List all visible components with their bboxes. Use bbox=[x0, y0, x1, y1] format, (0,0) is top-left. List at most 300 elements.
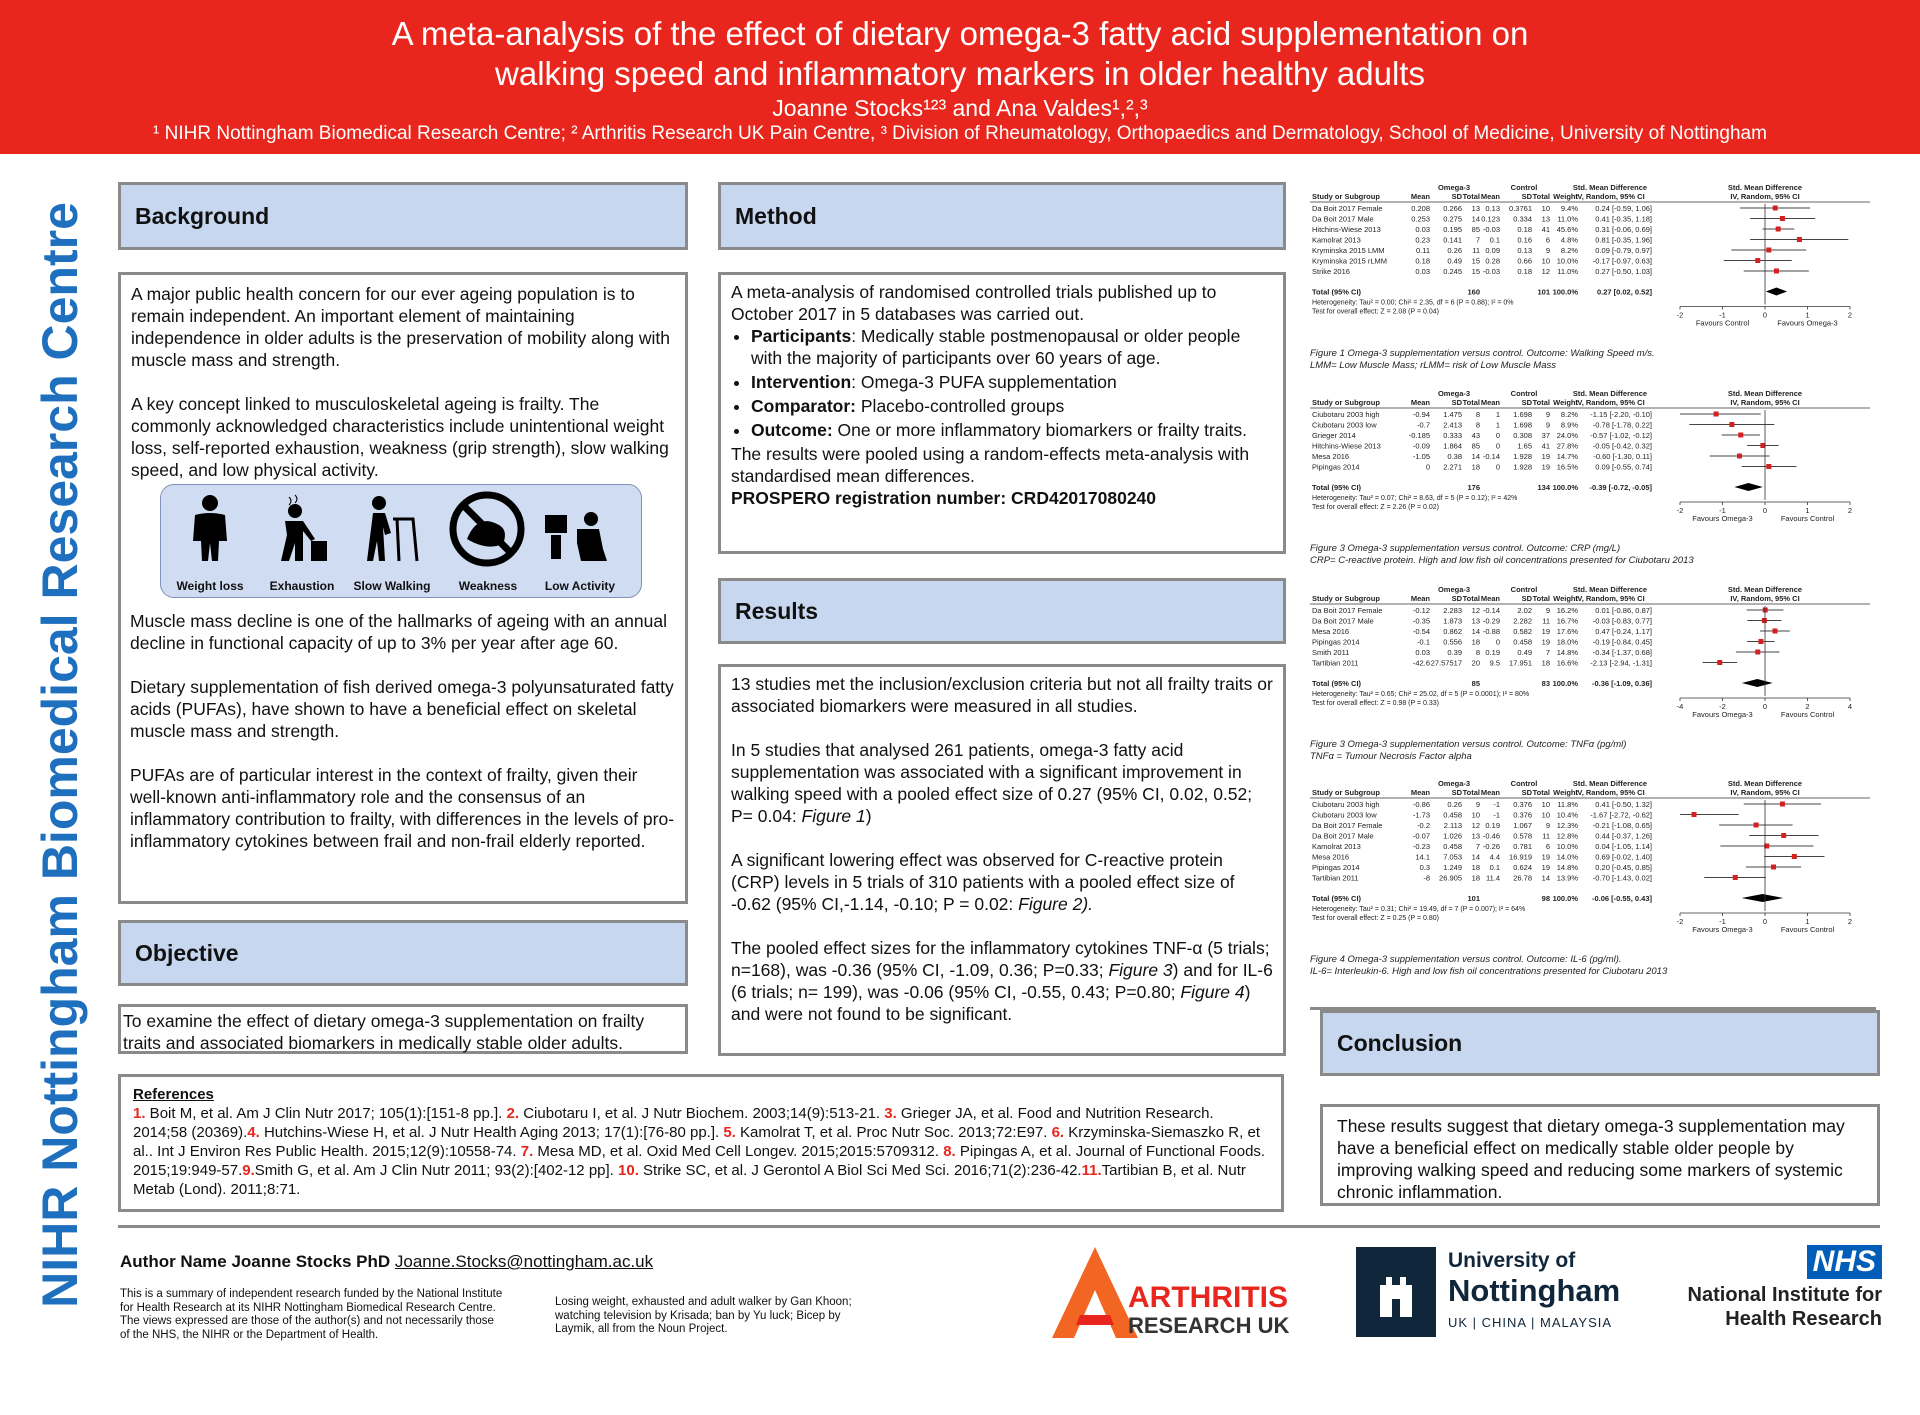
header-mean: Mean bbox=[1480, 788, 1500, 797]
omega-total: 11 bbox=[1472, 246, 1480, 255]
total-weight: 100.0% bbox=[1552, 483, 1578, 492]
study-smd: -2.13 [-2.94, -1.31] bbox=[1590, 658, 1652, 668]
study-smd: -0.19 [-0.84, 0.45] bbox=[1592, 637, 1652, 647]
frailty-label-exhaustion: Exhaustion bbox=[269, 579, 335, 593]
control-sd: 0.624 bbox=[1513, 863, 1532, 872]
overall-test-text: Test for overall effect: Z = 0.98 (P = 0.33) bbox=[1312, 700, 1439, 707]
axis-tick-label: -1 bbox=[1719, 506, 1726, 515]
study-smd: -1.67 [-2.72, -0.62] bbox=[1590, 810, 1652, 820]
omega-total: 85 bbox=[1471, 441, 1480, 451]
control-mean: -0.88 bbox=[1482, 627, 1500, 636]
nhs-badge: NHS bbox=[1807, 1245, 1882, 1279]
frailty-label-low-activity: Low Activity bbox=[544, 579, 616, 593]
omega-sd: 0.49 bbox=[1447, 256, 1462, 266]
reference-number: 4. bbox=[247, 1124, 260, 1141]
control-sd: 1.067 bbox=[1513, 821, 1532, 830]
control-total: 12 bbox=[1541, 267, 1550, 276]
results-p4-end: ) and were not found to be significant. bbox=[731, 982, 1251, 1024]
header-total: Total bbox=[1532, 192, 1550, 201]
axis-tick-label: -2 bbox=[1676, 917, 1684, 926]
omega-mean: -42.6 bbox=[1412, 658, 1430, 668]
study-weight: 17.6% bbox=[1556, 627, 1578, 636]
header-study: Study or Subgroup bbox=[1312, 594, 1380, 603]
forest-plot-svg bbox=[1310, 584, 1910, 737]
study-name: Ciubotaru 2003 high bbox=[1312, 410, 1380, 419]
bullet-text: : Medically stable postmenopausal or older people with the majority of participants over 60 years of age. bbox=[751, 326, 1241, 368]
study-name: Kamolrat 2013 bbox=[1312, 842, 1361, 851]
control-total: 41 bbox=[1541, 441, 1550, 451]
method-heading: Method bbox=[718, 182, 1286, 250]
axis-tick-label: -1 bbox=[1719, 310, 1726, 320]
control-mean: 0 bbox=[1495, 441, 1500, 451]
header-sd: SD bbox=[1451, 594, 1462, 603]
header-sd: SD bbox=[1451, 788, 1462, 797]
favours-left-label: Favours Omega-3 bbox=[1692, 710, 1753, 719]
control-sd: 0.308 bbox=[1513, 431, 1532, 440]
reference-text: Grieger JA, et al. Food and Nutrition Research. 2014;58 (20369). bbox=[133, 1105, 1214, 1141]
total-label: Total (95% CI) bbox=[1312, 287, 1362, 297]
logo-text-nottingham: Nottingham bbox=[1448, 1273, 1621, 1308]
logo-text-uk-china-malaysia: UK | CHINA | MALAYSIA bbox=[1448, 1315, 1613, 1330]
omega-total: 14 bbox=[1471, 214, 1480, 224]
study-point bbox=[1737, 454, 1742, 459]
axis-tick-label: 2 bbox=[1847, 310, 1853, 320]
total-control-n: 98 bbox=[1541, 894, 1550, 903]
study-smd: 0.09 [-0.79, 0.97] bbox=[1595, 246, 1652, 255]
omega-mean: -0.1 bbox=[1417, 637, 1430, 647]
omega-mean: 0.18 bbox=[1415, 256, 1430, 266]
omega-total: 13 bbox=[1471, 831, 1480, 841]
figure-caption-note: TNFα = Tumour Necrosis Factor alpha bbox=[1310, 751, 1472, 762]
omega-sd: 1.475 bbox=[1443, 410, 1462, 419]
header-mean: Mean bbox=[1480, 192, 1500, 201]
favours-right-label: Favours Control bbox=[1780, 514, 1835, 523]
study-name: Pipingas 2014 bbox=[1312, 863, 1360, 872]
omega-mean: -1.73 bbox=[1412, 810, 1430, 820]
bullet-term: Comparator: bbox=[751, 396, 857, 416]
reference-text: Pipingas A, et al. Journal of Functional Foods. 2015;19:949-57. bbox=[133, 1143, 1266, 1179]
forest-plots-column bbox=[1310, 182, 1910, 1010]
total-weight: 100.0% bbox=[1552, 894, 1578, 903]
control-total: 11 bbox=[1542, 616, 1550, 626]
control-total: 11 bbox=[1542, 831, 1550, 841]
study-smd: 0.01 [-0.86, 0.87] bbox=[1595, 606, 1652, 615]
weight-loss-icon bbox=[175, 493, 245, 563]
header-control: Control bbox=[1510, 183, 1538, 192]
study-name: Da Boit 2017 Male bbox=[1312, 831, 1374, 841]
figure-caption: Figure 3 Omega-3 supplementation versus control. Outcome: CRP (mg/L) bbox=[1310, 543, 1621, 554]
bullet-term: Participants bbox=[751, 326, 852, 346]
omega-total: 85 bbox=[1471, 225, 1480, 234]
control-mean: 0.1 bbox=[1489, 235, 1500, 245]
axis-tick-label: -4 bbox=[1676, 702, 1684, 711]
control-sd: 1.698 bbox=[1513, 410, 1532, 419]
header-sd: SD bbox=[1521, 594, 1532, 603]
reference-text: Krzyminska-Siemaszko R, et al.. Int J Environ Res Public Health. 2015;12(9):10558-74. bbox=[133, 1124, 1260, 1160]
heterogeneity-text: Heterogeneity: Tau² = 0.65; Chi² = 25.02, df = 5 (P = 0.0001); I² = 80% bbox=[1312, 691, 1530, 698]
study-weight: 14.7% bbox=[1556, 452, 1578, 461]
study-name: Mesa 2016 bbox=[1312, 452, 1350, 461]
study-smd: 0.04 [-1.05, 1.14] bbox=[1595, 842, 1652, 851]
study-point bbox=[1771, 865, 1776, 870]
header-omega: Omega-3 bbox=[1437, 389, 1471, 398]
study-smd: 0.20 [-0.45, 0.85] bbox=[1595, 863, 1652, 872]
author-email-link[interactable]: Joanne.Stocks@nottingham.ac.uk bbox=[394, 1252, 654, 1271]
study-point bbox=[1729, 422, 1734, 427]
omega-total: 8 bbox=[1475, 420, 1480, 430]
omega-total: 9 bbox=[1475, 800, 1480, 809]
control-sd: 26.78 bbox=[1513, 873, 1532, 883]
study-smd: -0.70 [-1.43, 0.02] bbox=[1592, 873, 1652, 883]
reference-text: Boit M, et al. Am J Clin Nutr 2017; 105(1):[151-8 pp.]. bbox=[145, 1105, 507, 1122]
study-name: Kamolrat 2013 bbox=[1312, 235, 1361, 245]
study-point bbox=[1755, 650, 1760, 655]
control-mean: -1 bbox=[1493, 810, 1500, 820]
study-weight: 10.4% bbox=[1556, 810, 1578, 820]
omega-sd: 0.141 bbox=[1443, 235, 1462, 245]
study-name: Hitchins-Wiese 2013 bbox=[1312, 225, 1381, 234]
bullet-term: Outcome: bbox=[751, 420, 833, 440]
total-omega-n: 176 bbox=[1467, 483, 1480, 492]
study-name: Kryminska 2015 LMM bbox=[1312, 246, 1385, 255]
arthritis-research-uk-logo bbox=[1050, 1245, 1290, 1345]
omega-mean: -0.86 bbox=[1412, 800, 1430, 809]
header-smd: Std. Mean Difference bbox=[1572, 585, 1648, 594]
study-smd: 0.47 [-0.24, 1.17] bbox=[1595, 627, 1652, 636]
results-p2 bbox=[731, 739, 1273, 827]
omega-sd: 7.053 bbox=[1443, 852, 1462, 862]
results-p2-text: In 5 studies that analysed 261 patients, omega-3 fatty acid supplementation was associated with a significant improvement in walking speed with a pooled effect size of 0.27 (95% CI, 0.02, 0.52; P= 0.04: bbox=[731, 740, 1253, 826]
conclusion-heading: Conclusion bbox=[1320, 1010, 1880, 1076]
favours-right-label: Favours Control bbox=[1780, 710, 1835, 719]
pooled-diamond bbox=[1734, 483, 1762, 491]
study-point bbox=[1692, 812, 1697, 817]
omega-total: 8 bbox=[1475, 648, 1480, 657]
study-point bbox=[1714, 412, 1719, 417]
reference-text: Mesa MD, et al. Oxid Med Cell Longev. 2015;2015:5709312. bbox=[533, 1143, 944, 1160]
total-omega-n: 101 bbox=[1467, 894, 1480, 903]
omega-mean: -0.35 bbox=[1412, 616, 1430, 626]
study-name: Da Boit 2017 Male bbox=[1312, 616, 1374, 626]
control-sd: 17.951 bbox=[1509, 658, 1532, 668]
header-smd-plot: Std. Mean Difference bbox=[1727, 183, 1803, 192]
study-smd: 0.24 [-0.59, 1.06] bbox=[1595, 204, 1652, 213]
control-mean: -0.26 bbox=[1482, 842, 1500, 851]
method-box bbox=[718, 272, 1286, 554]
axis-tick-label: 1 bbox=[1805, 310, 1810, 320]
study-name: Ciubotaru 2003 low bbox=[1312, 810, 1377, 820]
study-weight: 16.5% bbox=[1556, 462, 1578, 472]
header-smd-sub-plot: IV, Random, 95% CI bbox=[1730, 192, 1800, 201]
control-total: 19 bbox=[1541, 863, 1550, 872]
header-smd-sub-plot: IV, Random, 95% CI bbox=[1730, 398, 1800, 407]
title-banner bbox=[0, 0, 1920, 154]
header-smd-plot: Std. Mean Difference bbox=[1727, 585, 1803, 594]
header-total: Total bbox=[1532, 788, 1550, 797]
study-name: Strike 2016 bbox=[1312, 267, 1350, 276]
study-weight: 11.0% bbox=[1557, 267, 1578, 276]
exhaustion-icon bbox=[267, 493, 337, 563]
bullet-text: One or more inflammatory biomarkers or frailty traits. bbox=[832, 420, 1247, 440]
bullet-text: Placebo-controlled groups bbox=[856, 396, 1065, 416]
study-name: Grieger 2014 bbox=[1312, 431, 1356, 440]
omega-sd: 0.245 bbox=[1443, 267, 1462, 276]
forest-plot-walking-speed bbox=[1310, 182, 1910, 371]
omega-total: 43 bbox=[1471, 431, 1480, 440]
control-sd: 0.16 bbox=[1517, 235, 1532, 245]
axis-tick-label: -2 bbox=[1719, 702, 1726, 711]
method-bullet-intervention bbox=[751, 371, 1273, 393]
frailty-label-weakness: Weakness bbox=[458, 579, 518, 593]
header-smd-plot: Std. Mean Difference bbox=[1727, 389, 1803, 398]
funding-disclaimer: This is a summary of independent research funded by the National Institute for Health Research at its NIHR Nottingham Biomedical Research Centre. The views expressed are those of the author(s) and not necessarily those of the NHS, the NIHR or the Department of Health. bbox=[120, 1288, 503, 1341]
study-smd: -0.03 [-0.83, 0.77] bbox=[1592, 616, 1652, 626]
castle-crest-icon bbox=[1356, 1247, 1436, 1337]
study-point bbox=[1758, 639, 1763, 644]
results-p4-text: The pooled effect sizes for the inflammatory cytokines TNF-α (5 trials; n=168), was -0.36 (95% CI, -1.09, 0.36; P=0.33; bbox=[731, 938, 1270, 980]
study-name: Mesa 2016 bbox=[1312, 852, 1350, 862]
control-mean: 0 bbox=[1495, 431, 1500, 440]
author-contact bbox=[120, 1252, 653, 1272]
total-omega-n: 160 bbox=[1467, 287, 1480, 297]
references-box bbox=[118, 1074, 1284, 1212]
reference-number: 8. bbox=[943, 1143, 956, 1160]
logo-text-arthritis: ARTHRITIS bbox=[1128, 1281, 1288, 1314]
results-p4 bbox=[731, 937, 1273, 1025]
study-point bbox=[1754, 823, 1759, 828]
omega-total: 13 bbox=[1471, 616, 1480, 626]
axis-tick-label: 0 bbox=[1762, 506, 1768, 515]
study-point bbox=[1717, 660, 1722, 665]
control-mean: 0 bbox=[1495, 462, 1500, 472]
control-total: 10 bbox=[1541, 204, 1550, 213]
omega-mean: 0.23 bbox=[1415, 235, 1430, 245]
method-intro: A meta-analysis of randomised controlled trials published up to October 2017 in 5 databases was carried out. bbox=[731, 282, 1217, 324]
background-p5: PUFAs are of particular interest in the context of frailty, given their well-known anti-inflammatory role and the consensus of an inflammatory contribution to frailty, with differences in the levels of pro-inflammatory cytokines between frail and non-frail elderly reported. bbox=[130, 765, 675, 851]
control-mean: 0.123 bbox=[1481, 214, 1500, 224]
results-p2-end: ) bbox=[865, 806, 872, 826]
results-p3 bbox=[731, 849, 1273, 915]
omega-mean: -0.12 bbox=[1412, 606, 1430, 615]
reference-number: 6. bbox=[1051, 1124, 1065, 1141]
header-control: Control bbox=[1510, 585, 1538, 594]
omega-sd: 0.39 bbox=[1447, 648, 1462, 657]
pooled-diamond bbox=[1766, 288, 1787, 296]
omega-sd: 2.271 bbox=[1443, 462, 1462, 472]
frailty-label-weight-loss: Weight loss bbox=[176, 579, 244, 593]
header-omega: Omega-3 bbox=[1437, 183, 1471, 192]
control-mean: 0.13 bbox=[1485, 204, 1500, 213]
omega-total: 14 bbox=[1471, 452, 1480, 461]
control-total: 10 bbox=[1541, 256, 1550, 266]
omega-total: 10 bbox=[1471, 810, 1480, 820]
control-sd: 1.928 bbox=[1513, 452, 1532, 461]
study-weight: 18.0% bbox=[1556, 637, 1578, 647]
header-mean: Mean bbox=[1410, 192, 1430, 201]
total-label: Total (95% CI) bbox=[1312, 679, 1362, 688]
omega-sd: 0.26 bbox=[1447, 800, 1462, 809]
study-smd: 0.44 [-0.37, 1.26] bbox=[1595, 831, 1652, 841]
omega-sd: 1.873 bbox=[1443, 616, 1462, 626]
control-mean: -0.03 bbox=[1482, 267, 1500, 276]
reference-number: 5. bbox=[723, 1124, 736, 1141]
header-total: Total bbox=[1462, 398, 1480, 407]
omega-total: 8 bbox=[1475, 410, 1480, 419]
header-weight: Weight bbox=[1553, 192, 1578, 201]
omega-total: 13 bbox=[1471, 204, 1480, 213]
header-mean: Mean bbox=[1480, 398, 1500, 407]
header-sd: SD bbox=[1521, 398, 1532, 407]
study-smd: 0.81 [-0.35, 1.96] bbox=[1595, 235, 1652, 245]
header-smd-sub: IV, Random, 95% CI bbox=[1575, 594, 1645, 603]
poster-title-line2: walking speed and inflammatory markers in older healthy adults bbox=[495, 55, 1425, 92]
header-smd-sub-plot: IV, Random, 95% CI bbox=[1730, 594, 1800, 603]
header-smd: Std. Mean Difference bbox=[1572, 389, 1648, 398]
study-point bbox=[1773, 206, 1778, 211]
reference-text: Strike SC, et al. J Gerontol A Biol Sci Med Sci. 2016;71(2):236-42. bbox=[638, 1162, 1082, 1179]
omega-total: 20 bbox=[1471, 658, 1480, 668]
university-of-nottingham-logo bbox=[1356, 1247, 1636, 1347]
header-omega: Omega-3 bbox=[1437, 585, 1471, 594]
study-weight: 24.0% bbox=[1556, 431, 1578, 440]
header-sd: SD bbox=[1451, 192, 1462, 201]
forest-plot-tnf bbox=[1310, 584, 1910, 764]
logo-text-research-uk: RESEARCH UK bbox=[1128, 1313, 1290, 1338]
method-bullet-comparator bbox=[751, 395, 1273, 417]
header-mean: Mean bbox=[1410, 398, 1430, 407]
study-weight: 13.9% bbox=[1556, 873, 1578, 883]
header-control: Control bbox=[1510, 389, 1538, 398]
header-total: Total bbox=[1462, 594, 1480, 603]
weakness-icon bbox=[447, 489, 527, 569]
objective-heading: Objective bbox=[118, 920, 688, 986]
study-name: Tartibian 2011 bbox=[1312, 658, 1359, 668]
logo-text-university-of: University of bbox=[1448, 1249, 1576, 1272]
study-name: Da Boit 2017 Female bbox=[1312, 821, 1383, 830]
control-mean: 9.5 bbox=[1489, 658, 1500, 668]
study-name: Ciubotaru 2003 low bbox=[1312, 420, 1377, 430]
background-p2: A key concept linked to musculoskeletal ageing is frailty. The commonly acknowledged characteristics include unintentional weight loss, self-reported exhaustion, weakness (grip strength), slow walking speed, and low physical activity. bbox=[131, 394, 669, 480]
axis-tick-label: 2 bbox=[1847, 506, 1853, 515]
control-sd: 0.781 bbox=[1513, 842, 1532, 851]
control-mean: 1 bbox=[1495, 410, 1500, 419]
header-total: Total bbox=[1462, 192, 1480, 201]
study-weight: 10.0% bbox=[1556, 256, 1578, 266]
omega-total: 15 bbox=[1471, 256, 1480, 266]
forest-plot-crp bbox=[1310, 388, 1910, 568]
omega-sd: 1.026 bbox=[1443, 831, 1462, 841]
control-total: 19 bbox=[1541, 852, 1550, 862]
study-point bbox=[1780, 802, 1785, 807]
side-title: NIHR Nottingham Biomedical Research Centre bbox=[32, 202, 88, 1308]
header-mean: Mean bbox=[1410, 594, 1430, 603]
study-name: Kryminska 2015 rLMM bbox=[1312, 256, 1388, 266]
study-smd: -0.60 [-1.30, 0.11] bbox=[1593, 452, 1652, 461]
control-mean: 0.09 bbox=[1485, 246, 1500, 255]
results-p4-mid: ) and for IL-6 (6 trials; n= 199), was -0.06 (95% CI, -0.55, 0.43; P=0.80; bbox=[731, 960, 1273, 1002]
method-bullet-participants bbox=[751, 325, 1273, 369]
control-total: 10 bbox=[1541, 800, 1550, 809]
reference-text: Smith G, et al. Am J Clin Nutr 2011; 93(2):[402-12 pp]. bbox=[254, 1162, 619, 1179]
axis-tick-label: 0 bbox=[1762, 702, 1768, 711]
control-mean: 1 bbox=[1495, 420, 1500, 430]
header-sd: SD bbox=[1521, 788, 1532, 797]
header-sd: SD bbox=[1451, 398, 1462, 407]
header-total: Total bbox=[1532, 398, 1550, 407]
header-smd-plot: Std. Mean Difference bbox=[1727, 779, 1803, 788]
omega-sd: 26.905 bbox=[1439, 873, 1462, 883]
omega-total: 15 bbox=[1471, 267, 1480, 276]
study-smd: -0.78 [-1.78, 0.22] bbox=[1592, 420, 1652, 430]
figure-caption-note: CRP= C-reactive protein. High and low fish oil concentrations presented for Ciubotaru 2013 bbox=[1310, 555, 1694, 566]
study-weight: 12.3% bbox=[1556, 821, 1578, 830]
study-name: Pipingas 2014 bbox=[1312, 637, 1360, 647]
study-name: Mesa 2016 bbox=[1312, 627, 1350, 636]
axis-tick-label: 1 bbox=[1805, 917, 1810, 926]
reference-number: 3. bbox=[884, 1105, 897, 1122]
omega-mean: 0.03 bbox=[1415, 648, 1430, 657]
total-control-n: 83 bbox=[1541, 679, 1550, 688]
study-smd: -0.17 [-0.97, 0.63] bbox=[1592, 256, 1652, 266]
control-mean: -0.46 bbox=[1482, 831, 1500, 841]
affiliations: ¹ NIHR Nottingham Biomedical Research Centre; ² Arthritis Research UK Pain Centre, ³ Division of Rheumatology, Orthopaedics and Dermatology, School of Medicine, University of Nottingham bbox=[153, 123, 1767, 144]
reference-number: 1. bbox=[133, 1105, 146, 1122]
study-smd: 0.41 [-0.35, 1.18] bbox=[1595, 214, 1652, 224]
control-sd: 0.582 bbox=[1513, 627, 1532, 636]
study-smd: 0.09 [-0.55, 0.74] bbox=[1595, 462, 1652, 472]
study-weight: 11.8% bbox=[1557, 800, 1578, 809]
omega-mean: -0.2 bbox=[1417, 821, 1430, 830]
header-total: Total bbox=[1532, 594, 1550, 603]
reference-number: 11. bbox=[1081, 1162, 1102, 1179]
control-total: 9 bbox=[1545, 410, 1550, 419]
header-total: Total bbox=[1462, 788, 1480, 797]
control-sd: 0.18 bbox=[1517, 225, 1532, 234]
study-weight: 8.9% bbox=[1560, 420, 1578, 430]
reference-number: 10. bbox=[618, 1162, 639, 1179]
poster-title-line1: A meta-analysis of the effect of dietary omega-3 fatty acid supplementation on bbox=[391, 15, 1529, 52]
overall-test-text: Test for overall effect: Z = 2.26 (P = 0.02) bbox=[1312, 504, 1439, 511]
omega-sd: 0.26 bbox=[1447, 246, 1462, 255]
study-smd: 0.31 [-0.06, 0.69] bbox=[1595, 225, 1652, 234]
axis-tick-label: 0 bbox=[1762, 310, 1768, 320]
figure-caption: Figure 4 Omega-3 supplementation versus control. Outcome: IL-6 (pg/ml). bbox=[1310, 954, 1622, 965]
study-weight: 4.8% bbox=[1560, 235, 1578, 245]
control-mean: 0.1 bbox=[1489, 863, 1500, 872]
total-smd: -0.36 [-1.09, 0.36] bbox=[1591, 679, 1652, 688]
study-smd: 0.41 [-0.50, 1.32] bbox=[1595, 800, 1652, 809]
header-study: Study or Subgroup bbox=[1312, 788, 1380, 797]
omega-total: 7 bbox=[1475, 842, 1480, 851]
footer-divider bbox=[118, 1225, 1880, 1228]
frailty-icons-panel bbox=[160, 484, 642, 598]
omega-sd: 27.57517 bbox=[1430, 658, 1462, 668]
favours-right-label: Favours Omega-3 bbox=[1777, 318, 1838, 328]
results-p1: 13 studies met the inclusion/exclusion criteria but not all frailty traits or associated biomarkers were measured in all studies. bbox=[731, 674, 1273, 716]
header-weight: Weight bbox=[1553, 788, 1578, 797]
forest-plot-svg bbox=[1310, 388, 1910, 541]
frailty-label-slow-walking: Slow Walking bbox=[353, 579, 431, 593]
axis-tick-label: 1 bbox=[1805, 506, 1810, 515]
control-mean: 4.4 bbox=[1489, 852, 1500, 862]
study-weight: 14.0% bbox=[1556, 852, 1578, 862]
axis-tick-label: 2 bbox=[1847, 917, 1853, 926]
method-bullets bbox=[731, 325, 1273, 441]
figure-caption-note: IL-6= Interleukin-6. High and low fish oil concentrations presented for Ciubotaru 2013 bbox=[1310, 966, 1668, 977]
reference-number: 2. bbox=[506, 1105, 520, 1122]
omega-mean: -0.94 bbox=[1412, 410, 1430, 419]
omega-mean: -0.09 bbox=[1412, 441, 1430, 451]
